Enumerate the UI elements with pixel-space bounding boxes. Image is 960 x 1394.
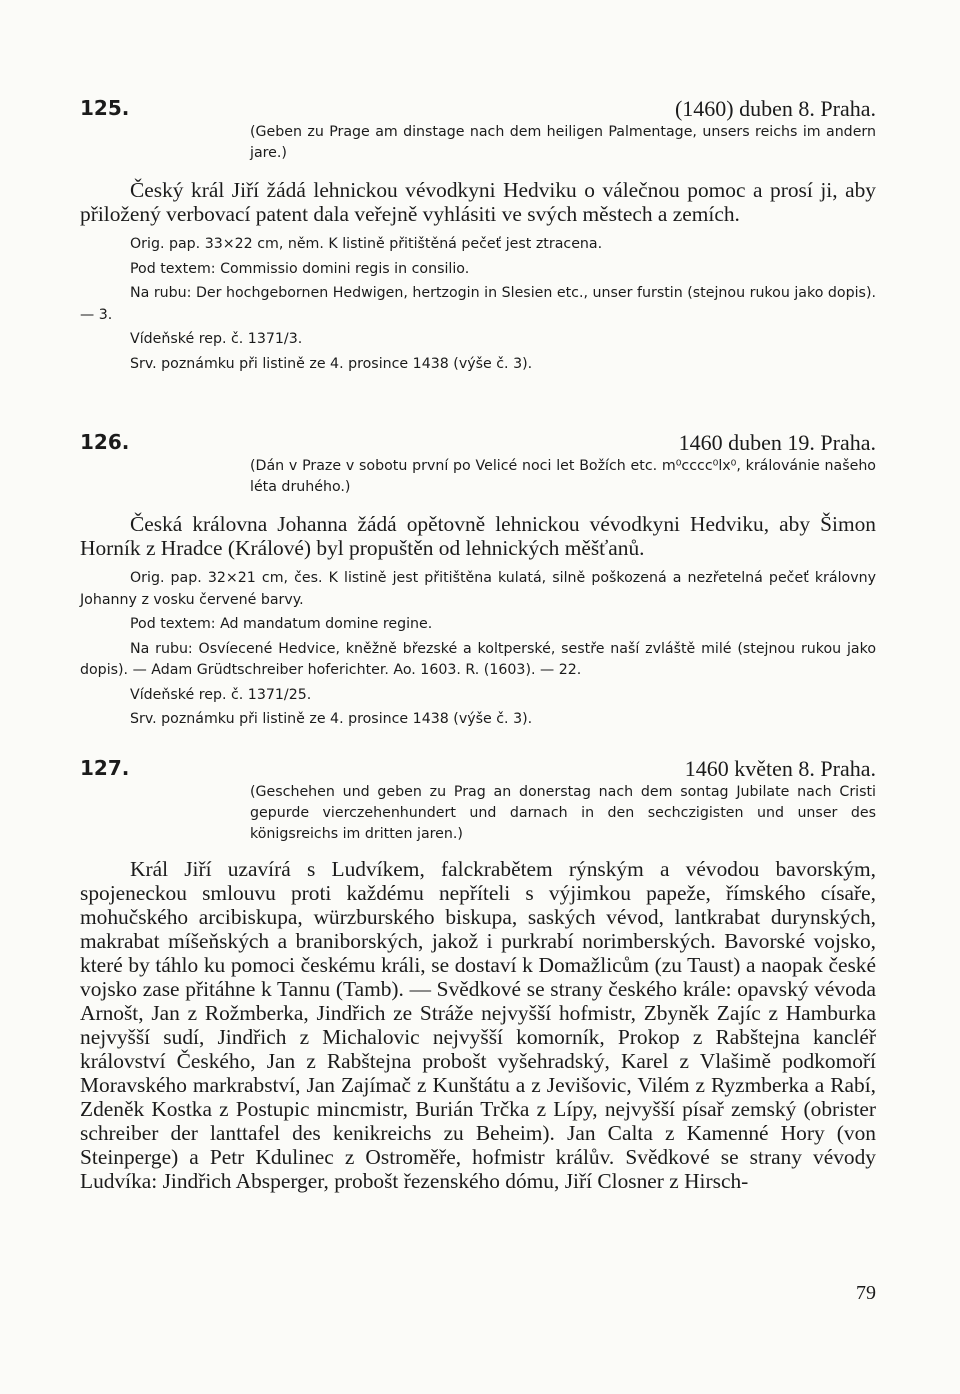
archival-note: Srv. poznámku při listině ze 4. prosince 1438 (výše č. 3). bbox=[130, 711, 533, 727]
entry-number: 125. bbox=[80, 96, 130, 120]
entry-heading bbox=[80, 96, 876, 136]
entry-heading bbox=[80, 430, 876, 470]
archival-note: Na rubu: Der hochgebornen Hedwigen, hertzogin in Slesien etc., unser furstin (stejnou rukou jako dopis). — 3. bbox=[80, 285, 876, 323]
entry-126 bbox=[80, 430, 876, 731]
entry-date: (1460) duben 8. Praha. bbox=[674, 96, 876, 121]
dating-note: (Geschehen und geben zu Prag an donerstag nach dem sontag Jubilate nach Cristi gepurde vierczehenhundert und darnach in den sechczigisten und unser des königsreichs im dritten jaren.) bbox=[250, 784, 876, 842]
entry-heading bbox=[80, 756, 876, 796]
archival-note: Orig. pap. 33×22 cm, něm. K listině přitištěná pečeť jest ztracena. bbox=[130, 236, 603, 252]
regest-summary: Český král Jiří žádá lehnickou vévodkyni Hedviku o válečnou pomoc a prosí ji, aby přiložený verbovací patent dala veřejně vyhlásiti ve svých městech a zemích. bbox=[80, 178, 876, 226]
archival-note: Srv. poznámku při listině ze 4. prosince 1438 (výše č. 3). bbox=[130, 355, 533, 372]
regest-summary: Král Jiří uzavírá s Ludvíkem, falckrabětem rýnským a vévodou bavorským, spojeneckou smlouvu proti každému nepříteli s výjimkou papeže, římského císaře, mohučského arcibiskupa, würzburského biskupa, saských vévod, lantkrabat durynských, makrabat míšeňských a braniborských, jakož i purkrabí norimberských. Bavorské vojsko, které by táhlo ku pomoci českému králi, se dostaví k Domažlicům (zu Taust) a naopak české vojsko zase přitáhne k Tannu (Tamb). — Svědkové se strany českého krále: opavský vévoda Arnošt, Jan z Rožmberka, Jindřich ze Stráže nejvyšší hofmistr, Zbyněk Zajíc z Hamburka nejvyšší sudí, Jindřich z Michalovic nejvyšší komorník, Prokop z Rabštejna kancléř království Českého, Jan z Rabštejna probošt vyšehradský, Karel z Vlašimě podkomoří Moravského markrabství, Jan Zajímač z Kunštátu a z Jevišovic, Vilém z Ryzmberka a Rabí, Zdeněk Kostka z Postupic mincmistr, Burián Trčka z Lípy, nejvyšší písař zemský (obrister schreiber der lanttafel des kenikreichs zu Beheim). Jan Calta z Kamenné Hory (von Steinperge) a Petr Kdulinec z Ostroměře, hofmistr králův. Svědkové se strany vévody Ludvíka: Jindřich Absperger, probošt řezenského dómu, Jiří Closner z Hirsch- bbox=[80, 857, 876, 1193]
archival-note: Pod textem: Ad mandatum domine regine. bbox=[130, 616, 433, 632]
page-number: 79 bbox=[856, 1282, 876, 1304]
archival-note: Vídeňské rep. č. 1371/25. bbox=[130, 686, 312, 703]
entry-number: 126. bbox=[80, 430, 130, 454]
entry-127 bbox=[80, 756, 876, 1193]
entry-number: 127. bbox=[80, 756, 130, 780]
regest-summary: Česká královna Johanna žádá opětovně lehnickou vévodkyni Hedviku, aby Šimon Horník z Hradce (Králové) byl propuštěn od lehnických měšťanů. bbox=[80, 512, 876, 560]
archival-note: Orig. pap. 32×21 cm, čes. K listině jest přitištěna kulatá, silně poškozená a nezřetelná pečeť královny Johanny z vosku červené barvy. bbox=[80, 570, 876, 608]
entry-date: 1460 duben 19. Praha. bbox=[678, 430, 876, 455]
dating-note: (Geben zu Prage am dinstage nach dem heiligen Palmentage, unsers reichs im andern jare.) bbox=[250, 124, 876, 161]
archival-note: Pod textem: Commissio domini regis in consilio. bbox=[130, 260, 470, 277]
dating-note: (Dán v Praze v sobotu první po Velicé noci let Božích etc. m⁰cccc⁰lx⁰, královánie našeho léta druhého.) bbox=[250, 458, 876, 495]
entry-date: 1460 květen 8. Praha. bbox=[684, 756, 876, 781]
archival-note: Vídeňské rep. č. 1371/3. bbox=[130, 331, 303, 347]
archival-note: Na rubu: Osvíecené Hedvice, kněžně březské a koltperské, sestře naší zvláště milé (stejnou rukou jako dopis). — Adam Grüdtschreiber hoferichter. Ao. 1603. R. (1603). — 22. bbox=[80, 640, 876, 678]
entry-125 bbox=[80, 96, 876, 375]
